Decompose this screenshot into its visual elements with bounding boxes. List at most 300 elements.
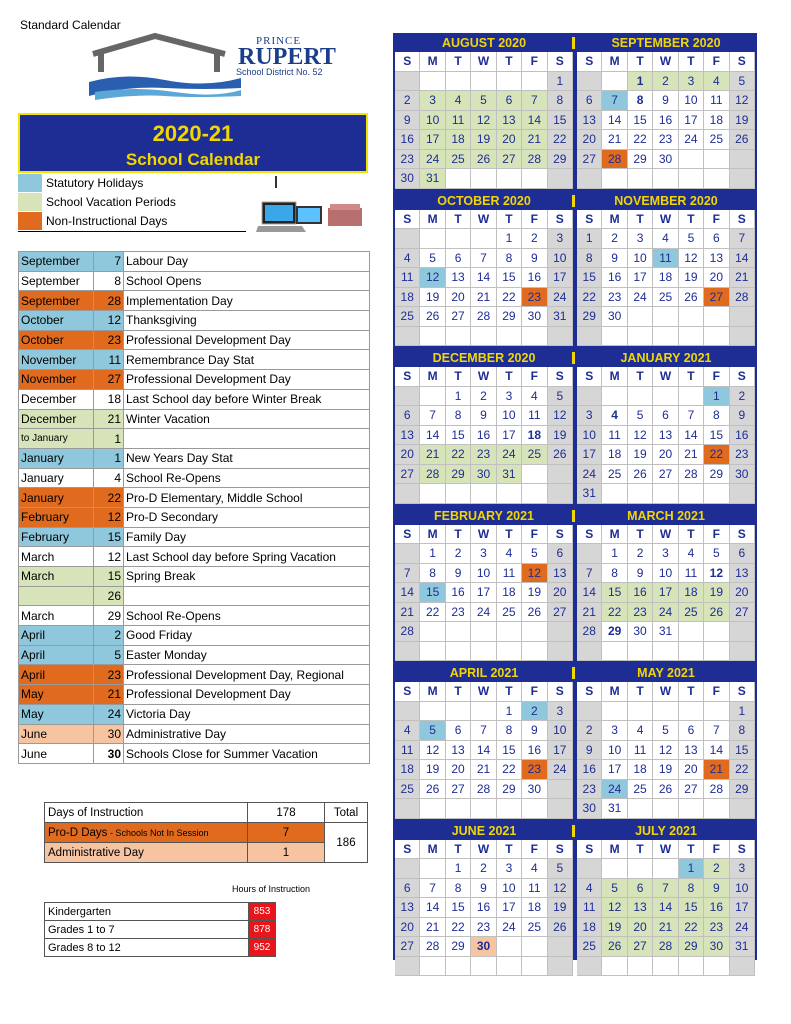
event-row [19, 507, 370, 527]
month-grid [577, 52, 755, 189]
instruction-days-value: 178 [248, 803, 325, 823]
month-block [577, 192, 755, 347]
weekday-header: S [395, 682, 420, 702]
calendar-empty-cell [471, 642, 496, 662]
event-day: 21 [94, 409, 124, 429]
calendar-day: 21 [679, 445, 704, 465]
calendar-day: 10 [548, 721, 573, 741]
weekday-header: F [704, 840, 729, 860]
calendar-day: 24 [497, 445, 522, 465]
calendar-day: 12 [420, 268, 445, 288]
weekday-header: M [602, 682, 627, 702]
calendar-day: 22 [602, 603, 627, 623]
calendar-day: 7 [471, 721, 496, 741]
calendar-empty-cell [395, 544, 420, 564]
calendar-day: 18 [522, 426, 547, 446]
calendar-day: 22 [548, 130, 573, 150]
calendar-day: 23 [446, 603, 471, 623]
calendar-day: 1 [577, 229, 602, 249]
calendar-day: 17 [679, 111, 704, 131]
calendar-empty-cell [730, 327, 755, 347]
weekday-header: F [704, 210, 729, 230]
calendar-empty-cell [653, 387, 678, 407]
calendar-day: 14 [730, 249, 755, 269]
event-row [19, 350, 370, 370]
calendar-day: 26 [704, 603, 729, 623]
calendar-day: 23 [522, 288, 547, 308]
calendar-day: 4 [577, 879, 602, 899]
calendar-empty-cell [730, 169, 755, 189]
weekday-header: T [497, 840, 522, 860]
calendar-day: 11 [577, 898, 602, 918]
weekday-header: T [679, 840, 704, 860]
calendar-empty-cell [420, 387, 445, 407]
calendar-day: 7 [522, 91, 547, 111]
calendar-empty-cell [420, 799, 445, 819]
calendar-day: 11 [679, 564, 704, 584]
calendar-day: 14 [471, 268, 496, 288]
calendar-empty-cell [395, 229, 420, 249]
legend-label: Non-Instructional Days [46, 214, 168, 228]
calendar-day: 15 [704, 426, 729, 446]
calendar-day: 10 [497, 406, 522, 426]
calendar-day: 25 [577, 937, 602, 957]
calendar-day: 9 [602, 249, 627, 269]
legend-swatch [18, 212, 42, 230]
calendar-day: 13 [730, 564, 755, 584]
calendar-day: 11 [395, 741, 420, 761]
calendar-day: 11 [704, 91, 729, 111]
month-block [395, 822, 573, 977]
calendar-day: 30 [628, 622, 653, 642]
calendar-day: 9 [395, 111, 420, 131]
calendar-day: 9 [471, 879, 496, 899]
calendar-empty-cell [497, 327, 522, 347]
event-row [19, 665, 370, 685]
calendar-day: 26 [420, 780, 445, 800]
calendar-day: 7 [730, 229, 755, 249]
instruction-days-label: Days of Instruction [45, 803, 248, 823]
calendar-day: 13 [446, 268, 471, 288]
calendar-empty-cell [577, 544, 602, 564]
weekday-header: S [577, 682, 602, 702]
calendar-day: 27 [446, 307, 471, 327]
calendar-day: 29 [628, 150, 653, 170]
event-month: June [19, 724, 94, 744]
calendar-day: 18 [602, 445, 627, 465]
calendar-empty-cell [446, 229, 471, 249]
calendar-empty-cell [420, 702, 445, 722]
calendar-day: 3 [471, 544, 496, 564]
event-month: March [19, 567, 94, 587]
calendar-day: 25 [628, 780, 653, 800]
calendar-empty-cell [679, 327, 704, 347]
calendar-day: 18 [704, 111, 729, 131]
calendar-empty-cell [548, 327, 573, 347]
calendar-empty-cell [497, 484, 522, 504]
event-description: Good Friday [124, 626, 370, 646]
calendar-day: 1 [730, 702, 755, 722]
hours-row [45, 939, 276, 957]
calendar-day: 18 [577, 918, 602, 938]
calendar-day: 4 [395, 721, 420, 741]
event-month: January [19, 488, 94, 508]
hours-table [44, 902, 276, 957]
month-separator [572, 352, 575, 364]
calendar-day: 13 [446, 741, 471, 761]
hours-value: 952 [249, 939, 276, 957]
calendar-day: 24 [628, 288, 653, 308]
event-day: 27 [94, 370, 124, 390]
weekday-header: F [522, 52, 547, 72]
calendar-day: 8 [446, 879, 471, 899]
calendar-day: 3 [497, 387, 522, 407]
event-description: School Re-Opens [124, 468, 370, 488]
weekday-header: S [730, 52, 755, 72]
calendar-day: 12 [548, 406, 573, 426]
calendar-day: 25 [653, 288, 678, 308]
calendar-day: 30 [730, 465, 755, 485]
calendar-day: 16 [471, 898, 496, 918]
event-month: to January [19, 429, 94, 449]
calendar-day: 10 [420, 111, 445, 131]
event-row [19, 291, 370, 311]
event-description: Schools Close for Summer Vacation [124, 744, 370, 764]
calendar-empty-cell [577, 957, 602, 977]
calendar-empty-cell [602, 957, 627, 977]
calendar-empty-cell [653, 307, 678, 327]
calendar-day: 11 [653, 249, 678, 269]
calendar-day: 18 [395, 760, 420, 780]
month-separator [572, 825, 575, 837]
calendar-day: 16 [730, 426, 755, 446]
calendar-day: 17 [577, 445, 602, 465]
event-description: Victoria Day [124, 704, 370, 724]
weekday-header: S [548, 52, 573, 72]
calendar-day: 14 [704, 741, 729, 761]
school-roof-icon [85, 32, 245, 104]
calendar-empty-cell [679, 642, 704, 662]
calendar-day: 15 [446, 898, 471, 918]
calendar-day: 14 [420, 898, 445, 918]
calendar-day: 5 [628, 406, 653, 426]
calendar-day: 7 [420, 879, 445, 899]
calendar-day: 24 [497, 918, 522, 938]
calendar-empty-cell [602, 72, 627, 92]
calendar-day: 23 [471, 918, 496, 938]
calendar-day: 2 [471, 387, 496, 407]
weekday-header: M [420, 682, 445, 702]
calendar-day: 9 [730, 406, 755, 426]
calendar-day: 4 [679, 544, 704, 564]
calendar-day: 19 [420, 288, 445, 308]
month-block [577, 34, 755, 189]
calendar-day: 28 [471, 780, 496, 800]
calendar-empty-cell [395, 642, 420, 662]
calendar-year-title: 2020-21 [152, 121, 234, 146]
calendar-day: 29 [497, 780, 522, 800]
month-grid [395, 367, 573, 504]
calendar-day: 2 [446, 544, 471, 564]
calendar-day: 11 [602, 426, 627, 446]
event-month: June [19, 744, 94, 764]
logo-rupert-text: RUPERT [238, 44, 336, 70]
calendar-day: 7 [420, 406, 445, 426]
calendar-day: 30 [522, 307, 547, 327]
calendar-day: 19 [420, 760, 445, 780]
calendar-day: 2 [577, 721, 602, 741]
calendar-day: 2 [471, 859, 496, 879]
event-month: September [19, 271, 94, 291]
calendar-day: 3 [602, 721, 627, 741]
event-row [19, 468, 370, 488]
calendar-day: 12 [522, 564, 547, 584]
calendar-empty-cell [471, 702, 496, 722]
event-description [124, 429, 370, 449]
weekday-header: T [497, 367, 522, 387]
calendar-day: 19 [602, 918, 627, 938]
calendar-empty-cell [446, 957, 471, 977]
calendar-day: 29 [497, 307, 522, 327]
calendar-empty-cell [602, 702, 627, 722]
calendar-day: 18 [653, 268, 678, 288]
calendar-day: 1 [679, 859, 704, 879]
event-month: April [19, 645, 94, 665]
legend-label: Statutory Holidays [46, 176, 144, 190]
prod-days-label [45, 823, 248, 843]
calendar-day: 26 [730, 130, 755, 150]
calendar-empty-cell [395, 484, 420, 504]
event-day: 8 [94, 271, 124, 291]
calendar-day: 7 [577, 564, 602, 584]
weekday-header: S [730, 367, 755, 387]
calendar-empty-cell [522, 484, 547, 504]
calendar-day: 21 [730, 268, 755, 288]
calendar-empty-cell [420, 957, 445, 977]
calendar-empty-cell [730, 622, 755, 642]
calendar-day: 27 [395, 465, 420, 485]
weekday-header: T [679, 682, 704, 702]
calendar-day: 17 [471, 583, 496, 603]
weekday-header: T [446, 682, 471, 702]
calendar-empty-cell [471, 169, 496, 189]
weekday-header: T [628, 840, 653, 860]
calendar-day: 4 [522, 387, 547, 407]
event-month: November [19, 350, 94, 370]
calendar-day: 23 [577, 780, 602, 800]
calendar-day: 4 [522, 859, 547, 879]
calendar-day: 26 [628, 465, 653, 485]
calendar-day: 15 [730, 741, 755, 761]
calendar-day: 18 [446, 130, 471, 150]
event-description: Spring Break [124, 567, 370, 587]
calendar-day: 28 [653, 937, 678, 957]
event-description: Pro-D Secondary [124, 507, 370, 527]
calendar-day: 19 [730, 111, 755, 131]
admin-day-value: 1 [248, 843, 325, 863]
calendar-day: 19 [704, 583, 729, 603]
event-description: Professional Development Day, Regional [124, 665, 370, 685]
calendar-day: 4 [602, 406, 627, 426]
event-row [19, 744, 370, 764]
event-description [124, 586, 370, 606]
calendar-day: 28 [420, 465, 445, 485]
month-title: JANUARY 2021 [577, 349, 755, 367]
calendar-empty-cell [548, 622, 573, 642]
calendar-day: 27 [704, 288, 729, 308]
weekday-header: W [653, 840, 678, 860]
calendar-empty-cell [522, 642, 547, 662]
calendar-day: 22 [497, 288, 522, 308]
calendar-day: 20 [395, 445, 420, 465]
calendar-day: 25 [602, 465, 627, 485]
month-separator [572, 37, 575, 49]
calendar-day: 16 [704, 898, 729, 918]
calendar-day: 20 [446, 288, 471, 308]
event-month: December [19, 389, 94, 409]
computers-icon [256, 194, 366, 234]
calendar-day: 15 [446, 426, 471, 446]
calendar-day: 5 [602, 879, 627, 899]
calendar-day: 23 [730, 445, 755, 465]
calendar-empty-cell [628, 484, 653, 504]
calendar-empty-cell [577, 702, 602, 722]
event-description: Easter Monday [124, 645, 370, 665]
event-row [19, 586, 370, 606]
calendar-day: 13 [679, 741, 704, 761]
calendar-day: 14 [602, 111, 627, 131]
calendar-empty-cell [497, 957, 522, 977]
calendar-day: 6 [395, 879, 420, 899]
month-separator [572, 510, 575, 522]
calendar-day: 31 [602, 799, 627, 819]
calendar-day: 4 [446, 91, 471, 111]
weekday-header: M [420, 367, 445, 387]
calendar-empty-cell [446, 622, 471, 642]
calendar-day: 12 [548, 879, 573, 899]
calendar-empty-cell [653, 642, 678, 662]
calendar-day: 24 [548, 288, 573, 308]
calendar-empty-cell [577, 169, 602, 189]
calendar-day: 15 [602, 583, 627, 603]
weekday-header: F [522, 682, 547, 702]
event-month: September [19, 252, 94, 272]
calendar-day: 28 [602, 150, 627, 170]
calendar-day: 20 [548, 583, 573, 603]
weekday-header: M [602, 525, 627, 545]
calendar-day: 26 [471, 150, 496, 170]
calendar-day: 29 [446, 937, 471, 957]
calendar-day: 2 [653, 72, 678, 92]
event-month: January [19, 448, 94, 468]
calendar-day: 8 [497, 249, 522, 269]
month-block [577, 664, 755, 819]
calendar-day: 21 [602, 130, 627, 150]
calendar-empty-cell [704, 622, 729, 642]
calendar-empty-cell [628, 307, 653, 327]
calendar-empty-cell [679, 702, 704, 722]
calendar-empty-cell [420, 72, 445, 92]
calendar-empty-cell [653, 799, 678, 819]
calendar-empty-cell [577, 859, 602, 879]
month-title: MARCH 2021 [577, 507, 755, 525]
weekday-header: M [602, 840, 627, 860]
month-grid [395, 210, 573, 347]
calendar-day: 17 [497, 898, 522, 918]
event-day: 29 [94, 606, 124, 626]
calendar-empty-cell [522, 72, 547, 92]
calendar-day: 6 [395, 406, 420, 426]
calendar-day: 10 [653, 564, 678, 584]
event-row [19, 311, 370, 331]
calendar-day: 13 [577, 111, 602, 131]
calendar-day: 25 [522, 445, 547, 465]
calendar-empty-cell [446, 799, 471, 819]
calendar-day: 21 [471, 288, 496, 308]
weekday-header: T [628, 367, 653, 387]
calendar-day: 5 [471, 91, 496, 111]
calendar-day: 20 [704, 268, 729, 288]
weekday-header: T [497, 525, 522, 545]
event-description: New Years Day Stat [124, 448, 370, 468]
calendar-day: 22 [730, 760, 755, 780]
calendar-day: 21 [420, 445, 445, 465]
calendar-day: 28 [730, 288, 755, 308]
calendar-day: 29 [548, 150, 573, 170]
calendar-empty-cell [679, 307, 704, 327]
calendar-day: 6 [548, 544, 573, 564]
calendar-day: 15 [548, 111, 573, 131]
hours-label: Kindergarten [45, 903, 249, 921]
calendar-day: 28 [471, 307, 496, 327]
calendar-day: 27 [577, 150, 602, 170]
calendar-day: 13 [548, 564, 573, 584]
weekday-header: T [679, 52, 704, 72]
total-value: 186 [325, 823, 368, 863]
calendar-day: 20 [679, 760, 704, 780]
calendar-day: 27 [497, 150, 522, 170]
weekday-header: T [679, 210, 704, 230]
calendar-day: 8 [602, 564, 627, 584]
weekday-header: W [471, 52, 496, 72]
calendar-day: 7 [602, 91, 627, 111]
event-description: Remembrance Day Stat [124, 350, 370, 370]
month-grid [395, 840, 573, 977]
month-title: AUGUST 2020 [395, 34, 573, 52]
event-description: Professional Development Day [124, 685, 370, 705]
prod-days-text: Pro-D Days [48, 826, 108, 839]
calendar-empty-cell [471, 484, 496, 504]
weekday-header: S [548, 367, 573, 387]
calendar-day: 14 [679, 426, 704, 446]
month-block [395, 349, 573, 504]
calendar-empty-cell [704, 799, 729, 819]
calendar-day: 1 [497, 229, 522, 249]
calendar-empty-cell [730, 307, 755, 327]
calendar-day: 27 [548, 603, 573, 623]
weekday-header: W [653, 52, 678, 72]
calendar-day: 5 [548, 859, 573, 879]
instruction-summary [44, 802, 368, 863]
month-title: JUNE 2021 [395, 822, 573, 840]
weekday-header: W [653, 367, 678, 387]
weekday-header: S [730, 682, 755, 702]
event-row [19, 330, 370, 350]
event-description: Thanksgiving [124, 311, 370, 331]
calendar-day: 6 [497, 91, 522, 111]
calendar-empty-cell [446, 702, 471, 722]
legend-swatch [18, 174, 42, 192]
